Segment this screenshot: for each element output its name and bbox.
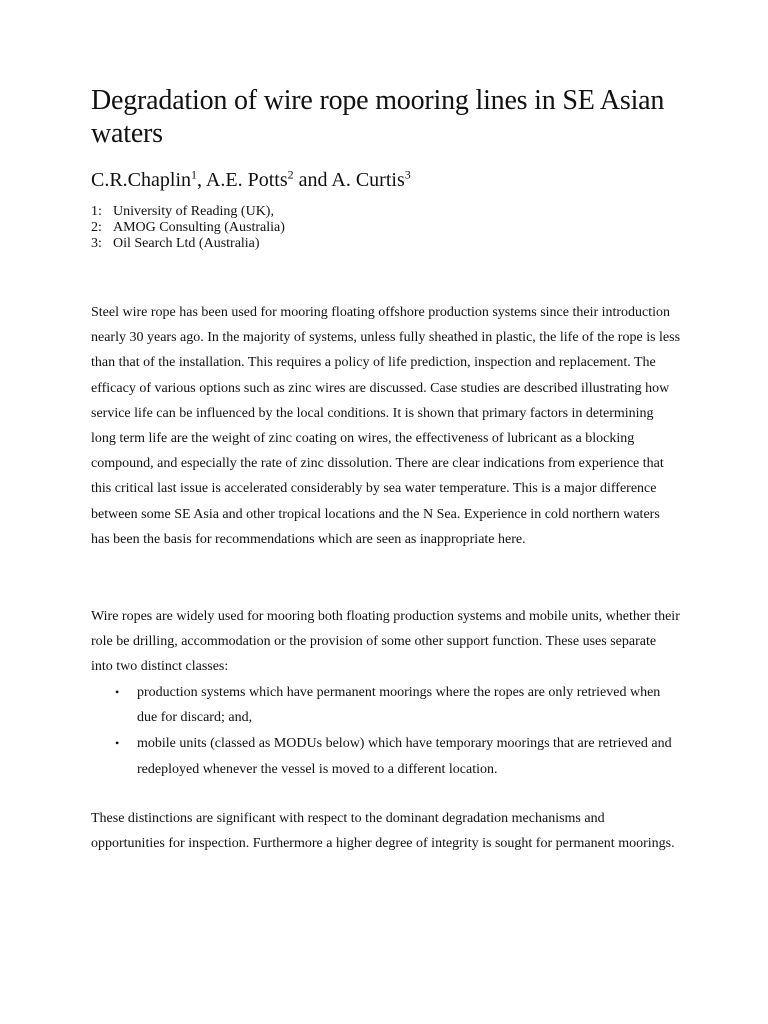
affiliation-item xyxy=(91,220,681,236)
bullet-list xyxy=(91,680,681,783)
author-name: A.E. Potts xyxy=(205,169,288,191)
list-item xyxy=(91,680,681,732)
author-separator: and xyxy=(293,169,332,191)
author-name: A. Curtis xyxy=(331,169,405,191)
list-item-text: production systems which have permanent moorings where the ropes are only retrieved when due for discard; and, xyxy=(137,684,661,726)
author-line xyxy=(91,168,681,192)
author-separator: , xyxy=(197,169,206,191)
affiliation-text: Oil Search Ltd (Australia) xyxy=(113,236,260,251)
paper-title: Degradation of wire rope mooring lines in SE Asian waters xyxy=(91,85,665,149)
list-item-text: mobile units (classed as MODUs below) which have temporary moorings that are retrieved and redeployed whenever the vessel is moved to a different location. xyxy=(137,736,672,778)
affiliation-marker: 2 xyxy=(287,167,294,182)
intro-paragraph: Wire ropes are widely used for mooring both floating production systems and mobile units, whether their role be drilling, accommodation or the provision of some other support function. These uses separate into two distinct classes: xyxy=(91,609,680,675)
affiliation-number: 3: xyxy=(91,236,102,251)
affiliation-list xyxy=(91,204,681,252)
list-item xyxy=(91,731,681,783)
document-page xyxy=(91,84,681,856)
affiliation-number: 1: xyxy=(91,204,102,219)
abstract-paragraph: Steel wire rope has been used for mooring floating offshore production systems since their introduction nearly 30 years ago. In the majority of systems, unless fully sheathed in plastic, the life of the rope is less than that of the installation. This requires a policy of life prediction, inspection and replacement. The efficacy of various options such as zinc wires are discussed. Case studies are described illustrating how service life can be influenced by the local conditions. It is shown that primary factors in determining long term life are the weight of zinc coating on wires, the effectiveness of lubricant as a blocking compound, and especially the rate of zinc dissolution. There are clear indications from experience that this critical last issue is accelerated considerably by sea water temperature. This is a major difference between some SE Asia and other tropical locations and the N Sea. Experience in cold northern waters has been the basis for recommendations which are seen as inappropriate here. xyxy=(91,305,681,547)
affiliation-text: University of Reading (UK), xyxy=(113,204,274,219)
body-paragraph: These distinctions are significant with respect to the dominant degradation mechanisms and opportunities for inspection. Furthermore a higher degree of integrity is sought for permanent moorings. xyxy=(91,810,675,852)
affiliation-marker: 1 xyxy=(191,167,198,182)
affiliation-text: AMOG Consulting (Australia) xyxy=(113,220,285,235)
author-name: C.R.Chaplin xyxy=(91,169,192,191)
bullet-icon: • xyxy=(115,736,120,751)
affiliation-item xyxy=(91,204,681,220)
bullet-icon: • xyxy=(115,684,120,699)
affiliation-number: 2: xyxy=(91,220,102,235)
affiliation-marker: 3 xyxy=(404,167,411,182)
affiliation-item xyxy=(91,236,681,252)
